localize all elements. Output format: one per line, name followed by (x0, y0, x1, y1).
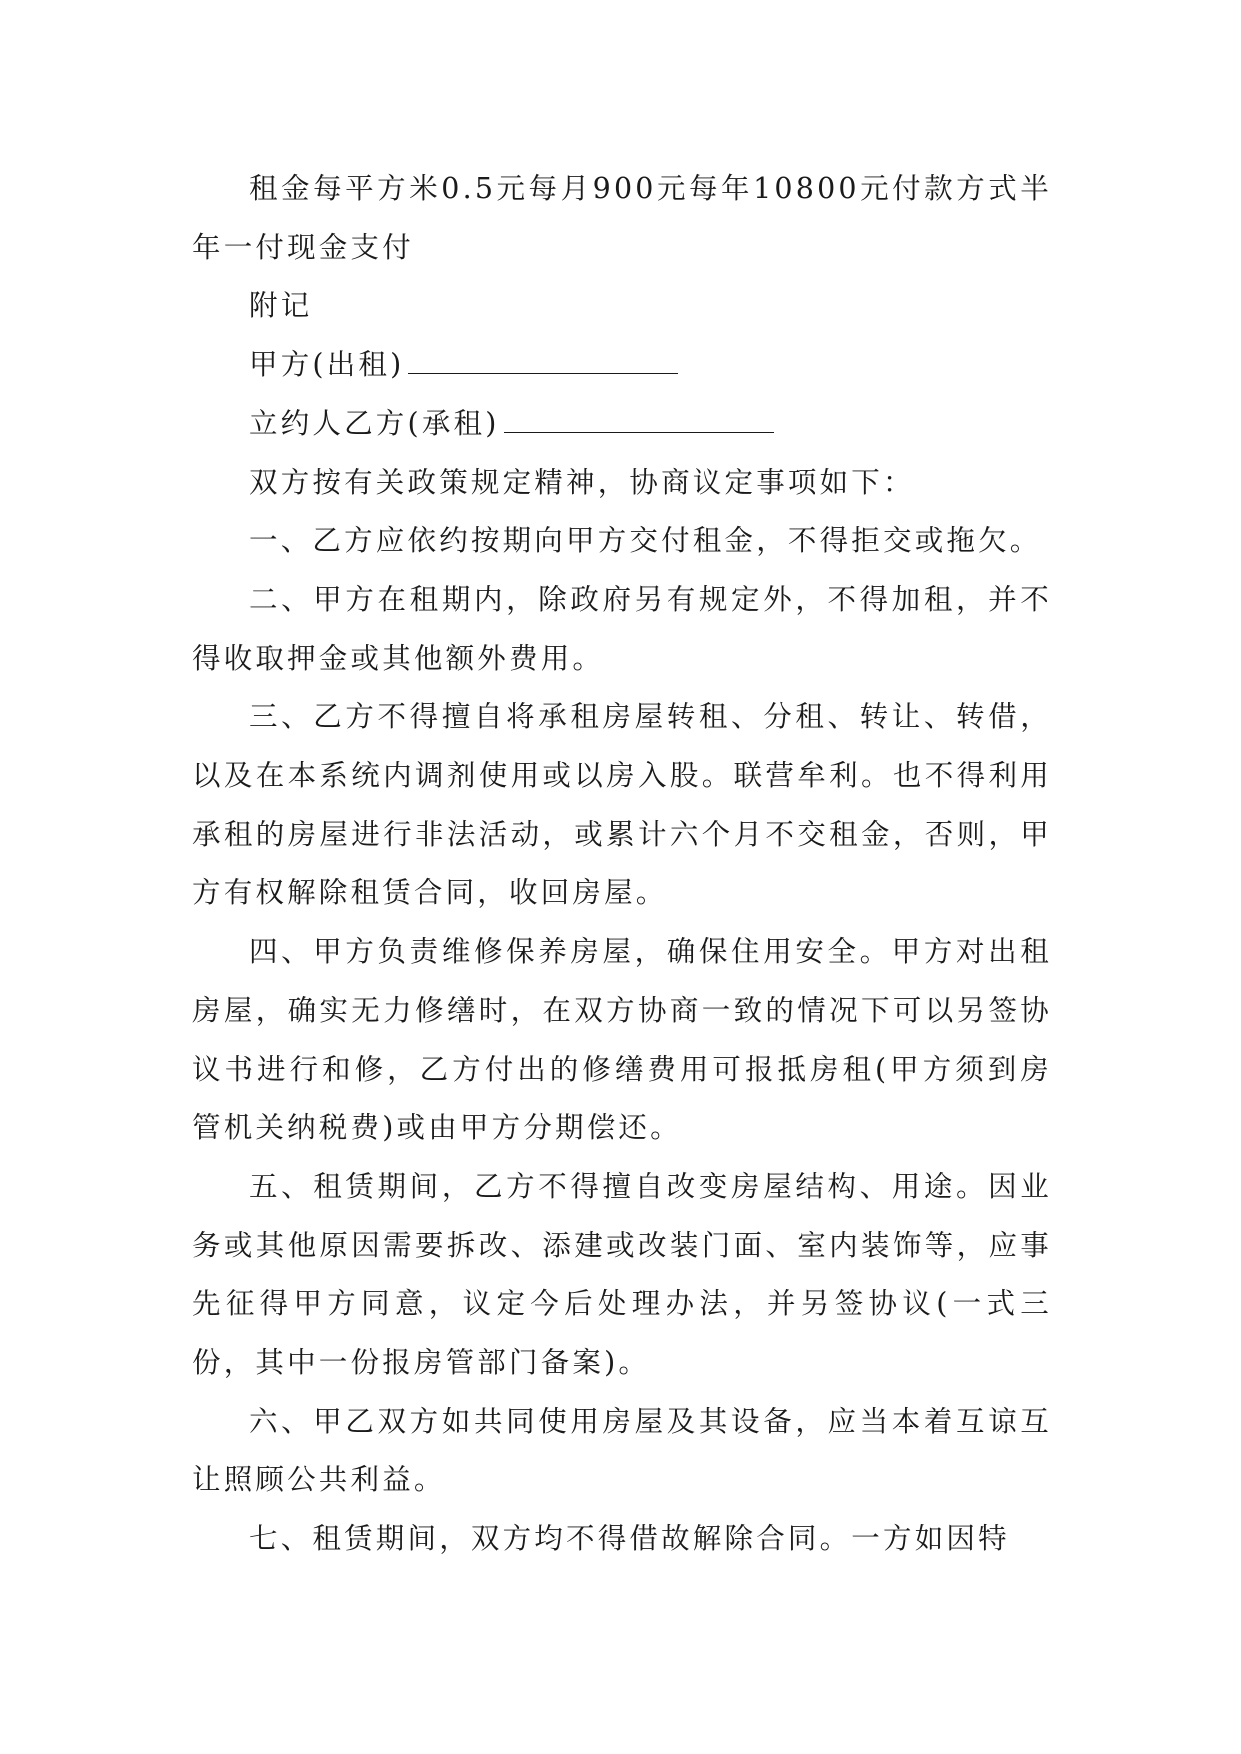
party-a-blank (408, 351, 678, 374)
clause-paragraph: 二、甲方在租期内，除政府另有规定外，不得加租，并不得收取押金或其他额外费用。 (192, 582, 1052, 675)
clause-paragraph: 六、甲乙双方如共同使用房屋及其设备，应当本着互谅互让照顾公共利益。 (192, 1404, 1052, 1497)
clause-paragraph: 七、租赁期间，双方均不得借故解除合同。一方如因特 (249, 1522, 1010, 1556)
rent-terms-paragraph: 租金每平方米0.5元每月900元每年10800元付款方式半年一付现金支付 (192, 172, 1052, 264)
document-page (192, 160, 1052, 1569)
clause-paragraph: 一、乙方应依约按期向甲方交付租金，不得拒交或拖欠。 (249, 524, 1042, 558)
party-b-blank (504, 410, 774, 433)
party-a-label: 甲方(出租) (249, 348, 405, 382)
party-b-signature-line (192, 395, 1052, 454)
appendix-heading: 附记 (249, 289, 313, 323)
clause-paragraph: 四、甲方负责维修保养房屋，确保住用安全。甲方对出租房屋，确实无力修缮时，在双方协商一致的情况下可以另签协议书进行和修，乙方付出的修缮费用可报抵房租(甲方须到房管机关纳税费)或由甲方分期偿还。 (192, 935, 1052, 1145)
party-a-signature-line (192, 336, 1052, 395)
party-b-label: 立约人乙方(承租) (249, 406, 500, 440)
clause-paragraph: 五、租赁期间，乙方不得擅自改变房屋结构、用途。因业务或其他原因需要拆改、添建或改装门面、室内装饰等，应事先征得甲方同意，议定今后处理办法，并另签协议(一式三份，其中一份报房管部门备案)。 (192, 1169, 1052, 1380)
clause-paragraph: 三、乙方不得擅自将承租房屋转租、分租、转让、转借，以及在本系统内调剂使用或以房入股。联营牟利。也不得利用承租的房屋进行非法活动，或累计六个月不交租金，否则，甲方有权解除租赁合同，收回房屋。 (192, 700, 1052, 910)
intro-paragraph: 双方按有关政策规定精神，协商议定事项如下： (249, 465, 915, 499)
